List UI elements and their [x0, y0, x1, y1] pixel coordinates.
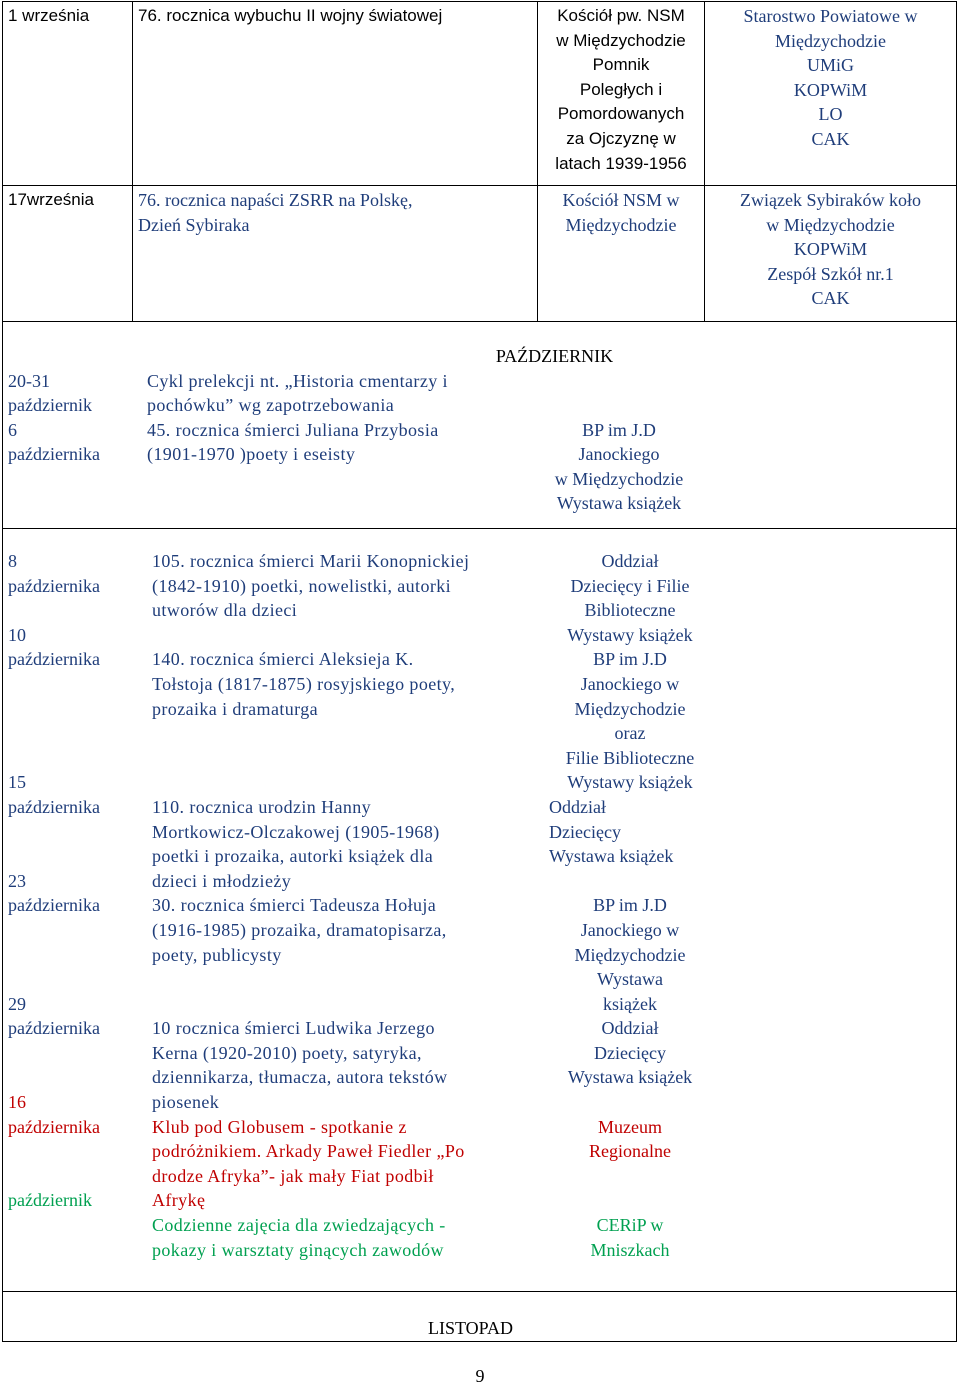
place-line: Janockiego: [578, 444, 660, 465]
event-title-line: pokazy i warsztaty ginących zawodów: [152, 1239, 444, 1260]
event-date-line: 20-31: [8, 370, 50, 391]
event-title-line: 105. rocznica śmierci Marii Konopnickiej: [152, 551, 470, 571]
organizer-line: CAK: [811, 288, 850, 309]
page-number: 9: [475, 1366, 485, 1386]
organizer-cell: [705, 2, 957, 186]
event-title-line: piosenek: [152, 1092, 220, 1113]
event-title-line: Mortkowicz-Olczakowej (1905-1968): [152, 821, 440, 842]
event-cell: [133, 186, 538, 322]
place-line: Filie Biblioteczne: [565, 747, 695, 768]
place-line: CERiP w: [596, 1215, 664, 1236]
place-line: w Międzychodzie: [554, 468, 684, 489]
event-title-line: poetki i prozaika, autorki książek dla: [152, 846, 434, 867]
event-title-line: Afrykę: [152, 1190, 206, 1211]
event-date-line: października: [8, 796, 100, 817]
place-line: Wystawa książek: [567, 1067, 693, 1088]
event-title-line: prozaika i dramaturga: [152, 698, 318, 719]
month-heading-november: LISTOPAD: [428, 1318, 514, 1339]
places-column: [540, 549, 720, 1262]
event-title: 76. rocznica wybuchu II wojny światowej: [138, 6, 443, 25]
event-title-line: Tołstoja (1817-1875) rosyjskiego poety,: [152, 673, 456, 694]
organizer-line: UMiG: [806, 55, 854, 76]
place-line: Wystawa książek: [549, 846, 674, 867]
place-line: oraz: [614, 723, 646, 744]
place-line: BP im J.D: [593, 649, 667, 670]
place-line: w Międzychodzie: [556, 30, 686, 50]
event-title-line: Kerna (1920-2010) poety, satyryka,: [152, 1042, 422, 1063]
event-title-line: podróżnikiem. Arkady Paweł Fiedler „Po: [152, 1141, 465, 1162]
event-date-line: 8: [8, 551, 17, 571]
event-title-line: 76. rocznica napaści ZSRR na Polskę,: [138, 190, 413, 210]
event-title-line: 45. rocznica śmierci Juliana Przybosia: [147, 419, 439, 440]
event-date-line: 15: [8, 772, 26, 793]
dates-column: [8, 549, 128, 1213]
october-events-block: [3, 529, 957, 1292]
place-line: Biblioteczne: [584, 600, 676, 621]
event-date: 1 września: [8, 6, 90, 25]
place-line: Mniszkach: [590, 1239, 670, 1260]
place-line: Pomordowanych: [557, 104, 685, 124]
place-cell: [538, 2, 705, 186]
event-date-line: października: [8, 1116, 100, 1137]
event-title-line: (1842-1910) poetki, nowelistki, autorki: [152, 575, 452, 596]
event-date-line: 23: [8, 870, 26, 891]
event-title-line: dzieci i młodzieży: [152, 870, 292, 891]
table-row: [3, 1292, 957, 1342]
event-date-line: października: [8, 1018, 100, 1039]
place-line: Oddział: [601, 1018, 659, 1039]
place-line: Wystawy książek: [567, 772, 693, 793]
event-title-line: pochówku” wg zapotrzebowania: [147, 395, 395, 416]
place-line: Dziecięcy: [594, 1042, 666, 1063]
event-date-line: październik: [8, 395, 92, 416]
event-date-line: października: [8, 444, 100, 465]
organizer-line: Międzychodzie: [775, 30, 886, 51]
event-title-line: dziennikarza, tłumacza, autora tekstów: [152, 1067, 448, 1088]
date-cell: [3, 186, 133, 322]
events-column: [152, 549, 542, 1262]
organizer-line: KOPWiM: [793, 239, 868, 260]
place-line: Międzychodzie: [574, 944, 686, 965]
october-block: [3, 322, 957, 529]
place-column: [541, 369, 697, 516]
event-date-line: 16: [8, 1092, 26, 1113]
event-cell: [133, 2, 538, 186]
place-line: Poległych i: [579, 79, 663, 99]
event-date-line: października: [8, 895, 100, 916]
table-row: [3, 2, 957, 186]
organizer-line: KOPWiM: [793, 79, 868, 100]
place-line: Oddział: [601, 551, 659, 571]
place-line: Kościół pw. NSM: [557, 6, 685, 25]
event-title-line: 10 rocznica śmierci Ludwika Jerzego: [152, 1018, 435, 1039]
event-title-line: Klub pod Globusem - spotkanie z: [152, 1116, 407, 1137]
event-date-line: październik: [8, 1190, 92, 1211]
event-title-line: poety, publicysty: [152, 944, 282, 965]
place-line: Pomnik: [592, 55, 650, 75]
organizer-cell: [705, 186, 957, 322]
place-line: Wystawa książek: [556, 493, 682, 514]
event-title-line: (1901-1970 )poety i eseisty: [147, 444, 356, 465]
place-line: za Ojczyznę w: [566, 128, 676, 148]
organizer-line: LO: [818, 104, 843, 125]
event-date-line: 10: [8, 624, 26, 645]
november-block: [3, 1292, 957, 1342]
event-title-line: 110. rocznica urodzin Hanny: [152, 796, 372, 817]
place-line: Wystawa: [597, 969, 663, 990]
event-title-line: Dzień Sybiraka: [138, 214, 250, 235]
place-line: Janockiego w: [580, 673, 680, 694]
table-row: [3, 529, 957, 1292]
place-line: Międzychodzie: [574, 698, 686, 719]
table-row: [3, 322, 957, 529]
event-date-line: października: [8, 649, 100, 670]
table-row: [3, 186, 957, 322]
organizer-line: Starostwo Powiatowe w: [743, 6, 918, 26]
place-cell: [538, 186, 705, 322]
place-line: Wystawy książek: [567, 624, 693, 645]
place-line: BP im J.D: [593, 895, 667, 916]
place-line: Dziecięcy: [549, 821, 621, 842]
month-heading-october: PAŹDZIERNIK: [495, 346, 614, 366]
organizer-line: w Międzychodzie: [766, 214, 895, 235]
place-line: BP im J.D: [582, 419, 656, 440]
event-date: 17września: [8, 190, 94, 209]
event-date-line: października: [8, 575, 100, 596]
date-cell: [3, 2, 133, 186]
event-date-line: 6: [8, 419, 17, 440]
organizer-line: Związek Sybiraków koło: [740, 190, 921, 210]
event-column: [127, 369, 541, 516]
event-title-line: 140. rocznica śmierci Aleksieja K.: [152, 649, 414, 670]
place-line: Regionalne: [589, 1141, 671, 1162]
place-line: Muzeum: [598, 1116, 662, 1137]
event-title-line: utworów dla dzieci: [152, 600, 298, 621]
place-line: Kościół NSM w: [562, 190, 680, 210]
schedule-table: [2, 1, 957, 1342]
place-line: latach 1939-1956: [555, 153, 687, 173]
organizer-line: Zespół Szkół nr.1: [767, 263, 894, 284]
place-line: Międzychodzie: [565, 214, 677, 235]
event-title-line: drodze Afryka”- jak mały Fiat podbił: [152, 1165, 434, 1186]
event-title-line: Codzienne zajęcia dla zwiedzających -: [152, 1215, 446, 1236]
place-line: książek: [603, 993, 657, 1014]
organizer-line: CAK: [811, 128, 850, 149]
place-line: Dziecięcy i Filie: [570, 575, 690, 596]
event-date-line: 29: [8, 993, 26, 1014]
place-line: Janockiego w: [580, 919, 680, 940]
event-title-line: Cykl prelekcji nt. „Historia cmentarzy i: [147, 370, 448, 391]
place-line: Oddział: [549, 796, 606, 817]
event-title-line: (1916-1985) prozaika, dramatopisarza,: [152, 919, 447, 940]
event-title-line: 30. rocznica śmierci Tadeusza Hołuja: [152, 895, 437, 916]
date-column: [3, 369, 127, 516]
